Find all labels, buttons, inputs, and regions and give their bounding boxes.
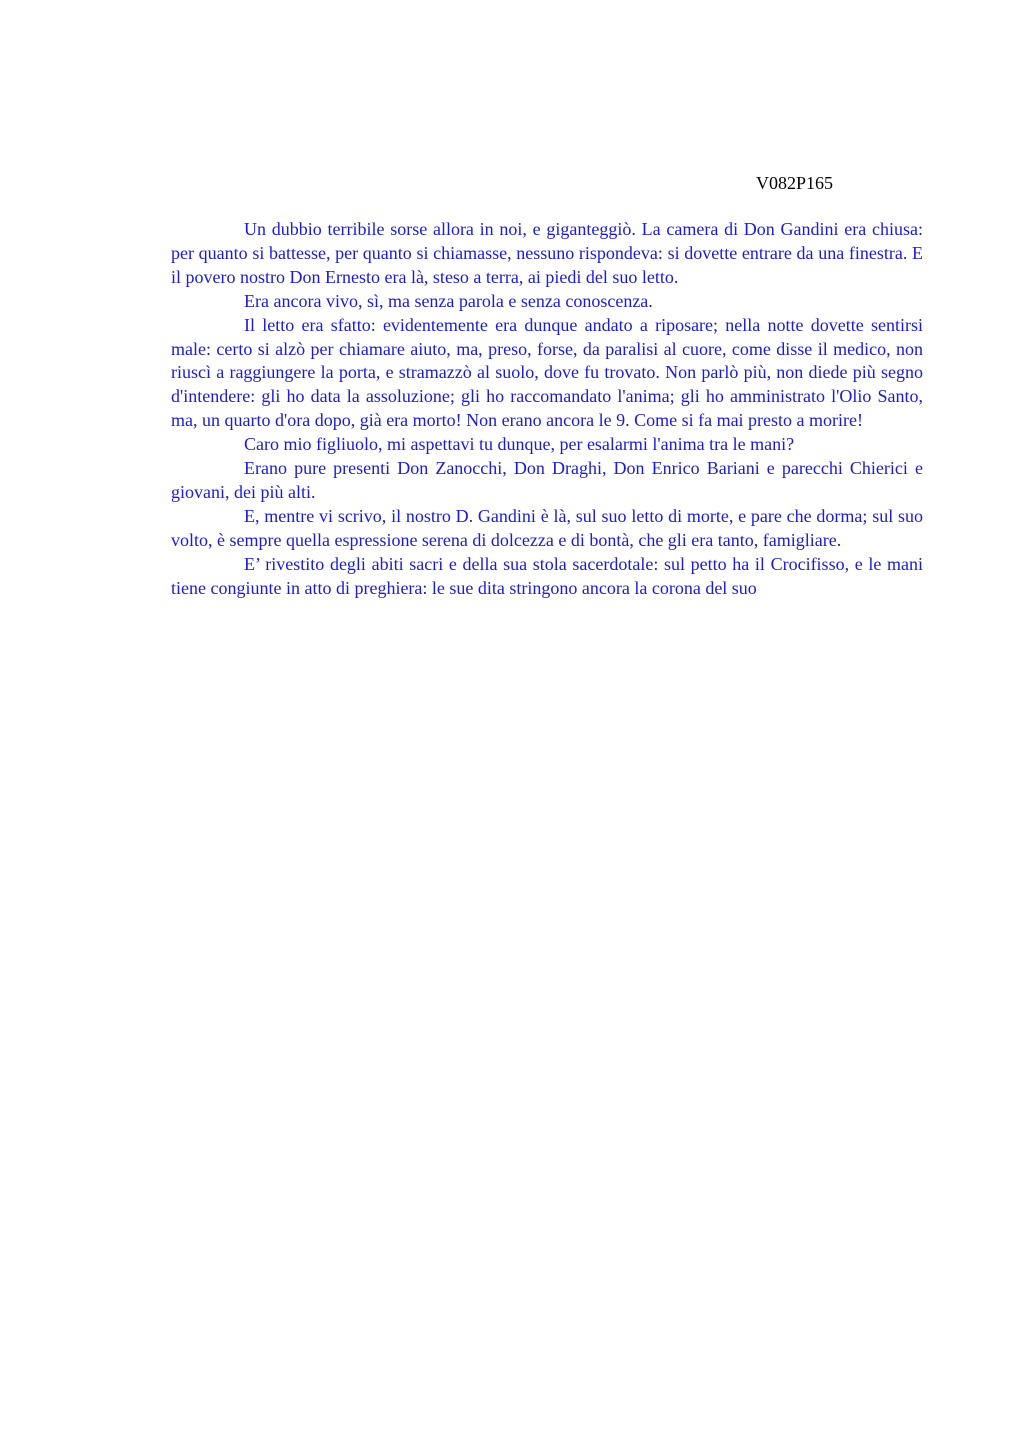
page-code: V082P165	[756, 173, 834, 193]
paragraph: E’ rivestito degli abiti sacri e della sua stola sacerdotale: sul petto ha il Crocifisso, e le mani tiene congiunte in atto di preghiera: le sue dita stringono ancora la corona del suo	[171, 553, 923, 598]
paragraph: Il letto era sfatto: evidentemente era dunque andato a riposare; nella notte dovette sentirsi male: certo si alzò per chiamare aiuto, ma, preso, forse, da paralisi al cuore, come disse il medico, non riuscì a raggiungere la porta, e stramazzò al suolo, dove fu trovato. Non parlò più, non diede più segno d'intendere: gli ho data la assoluzione; gli ho raccomandato l'anima; gli ho amministrato l'Olio Santo, ma, un quarto d'ora dopo, già era morto! Non erano ancora le 9. Come si fa mai presto a morire!	[171, 314, 923, 431]
paragraph: Erano pure presenti Don Zanocchi, Don Draghi, Don Enrico Bariani e parecchi Chierici e giovani, dei più alti.	[171, 458, 923, 502]
paragraph: Un dubbio terribile sorse allora in noi, e giganteggiò. La camera di Don Gandini era chiusa: per quanto si battesse, per quanto si chiamasse, nessuno rispondeva: si dovette entrare da una finestra. E il povero nostro Don Ernesto era là, steso a terra, ai piedi del suo letto.	[171, 219, 923, 287]
paragraph: Era ancora vivo, sì, ma senza parola e senza conoscenza.	[244, 290, 653, 311]
paragraph: E, mentre vi scrivo, il nostro D. Gandini è là, sul suo letto di morte, e pare che dorma; sul suo volto, è sempre quella espressione serena di dolcezza e di bontà, che gli era tanto, famigliare.	[171, 505, 923, 550]
body-text	[171, 218, 923, 601]
paragraph: Caro mio figliuolo, mi aspettavi tu dunque, per esalarmi l'anima tra le mani?	[244, 434, 795, 455]
